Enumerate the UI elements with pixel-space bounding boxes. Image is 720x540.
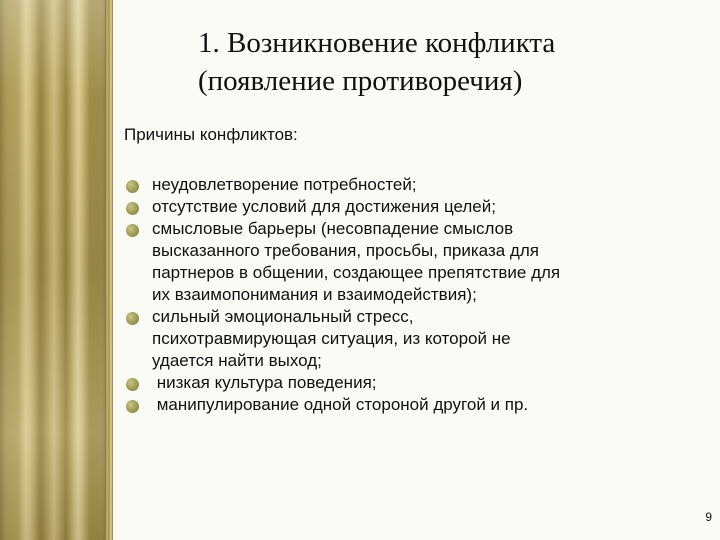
list-item-text: неудовлетворение потребностей; — [152, 175, 417, 194]
bullet-dot-icon — [126, 224, 139, 237]
decorative-divider — [105, 0, 113, 540]
bullet-dot-icon — [126, 202, 139, 215]
slide-title — [198, 24, 638, 100]
slide-title-line-2: (появление противоречия) — [198, 65, 523, 97]
list-item — [124, 218, 709, 306]
list-item — [124, 394, 709, 416]
causes-list — [124, 174, 709, 416]
bullet-dot-icon — [126, 378, 139, 391]
list-item-text: смысловые барьеры (несовпадение смыслов высказанного требования, просьбы, приказа для партнеров в общении, создающее препятствие для их взаимопонимания и взаимодействия); — [152, 219, 561, 304]
list-item — [124, 306, 709, 372]
bullet-dot-icon — [126, 312, 139, 325]
bullet-dot-icon — [126, 400, 139, 413]
list-item — [124, 196, 709, 218]
causes-heading: Причины конфликтов: — [124, 125, 298, 144]
slide-title-line-1: 1. Возникновение конфликта — [198, 27, 556, 59]
list-item-text: низкая культура поведения; — [152, 373, 377, 392]
decorative-left-frame-shade — [0, 0, 105, 540]
list-item-text: манипулирование одной стороной другой и пр. — [152, 395, 529, 414]
page-number: 9 — [705, 510, 712, 524]
list-item — [124, 372, 709, 394]
list-item-text: отсутствие условий для достижения целей; — [152, 197, 496, 216]
list-item-text: сильный эмоциональный стресс, психотравмирующая ситуация, из которой не удается найти выход; — [152, 307, 511, 370]
list-item — [124, 174, 709, 196]
bullet-dot-icon — [126, 180, 139, 193]
